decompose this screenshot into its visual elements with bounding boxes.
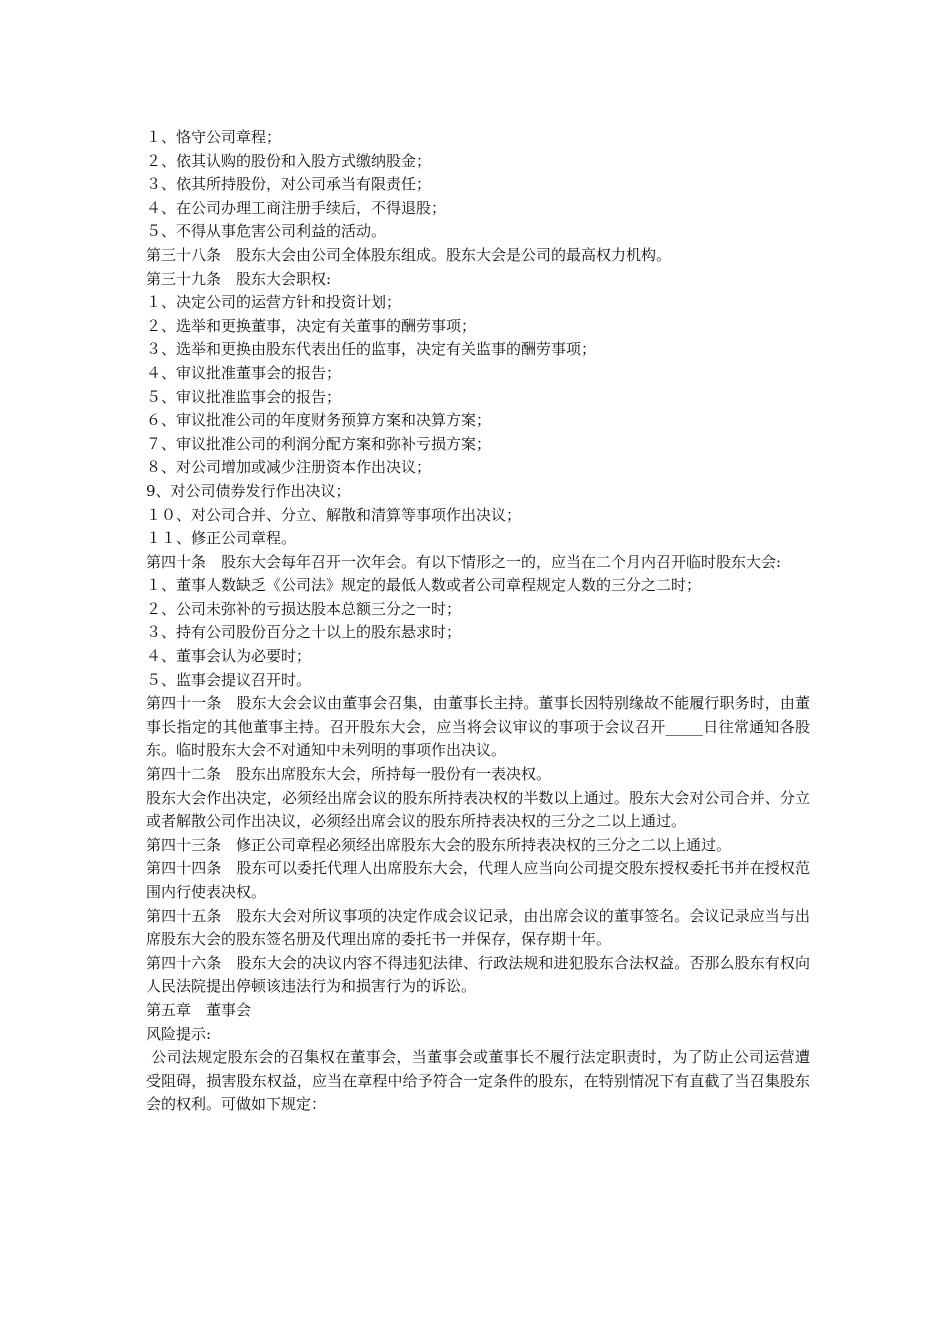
text-line: ４、审议批准董事会的报告；: [146, 363, 342, 382]
article-40: 第四十条 股东大会每年召开一次年会。有以下情形之一的，应当在二个月内召开临时股东大会:: [146, 552, 782, 571]
text-line: １、决定公司的运营方针和投资计划；: [146, 293, 402, 312]
text-paragraph: 股东大会作出决定，必须经出席会议的股东所持表决权的半数以上通过。股东大会对公司合并、分立或者解散公司作出决议，必须经出席会议的股东所持表决权的三分之二以上通过。: [146, 788, 810, 831]
text-line: ６、审议批准公司的年度财务预算方案和决算方案；: [146, 411, 492, 430]
text-line: １、恪守公司章程；: [146, 128, 282, 146]
text-line: ５、审议批准监事会的报告；: [146, 387, 342, 406]
article-41: 第四十一条 股东大会会议由董事会召集，由董事长主持。董事长因特别缘故不能履行职务时，由董事长指定的其他董事主持。召开股东大会，应当将会议审议的事项于会议召开_____日往常通知各股东。临时股东大会不对通知中未列明的事项作出决议。: [146, 694, 810, 760]
article-46: 第四十六条 股东大会的决议内容不得违犯法律、行政法规和进犯股东合法权益。否那么股东有权向人民法院提出停顿该违法行为和损害行为的诉讼。: [146, 953, 810, 996]
text-line: ７、审议批准公司的利润分配方案和弥补亏损方案；: [146, 434, 492, 453]
article-39-heading: 第三十九条 股东大会职权:: [146, 269, 332, 288]
document-body: [146, 126, 810, 1117]
text-line: ５、监事会提议召开时。: [146, 670, 312, 689]
text-line: 9、对公司债券发行作出决议；: [146, 481, 351, 500]
text-line: ２、选举和更换董事，决定有关董事的酬劳事项；: [146, 316, 477, 335]
article-44: 第四十四条 股东可以委托代理人出席股东大会，代理人应当向公司提交股东授权委托书并在授权范围内行使表决权。: [146, 859, 810, 901]
text-line: １、董事人数缺乏《公司法》规定的最低人数或者公司章程规定人数的三分之二时；: [146, 576, 702, 595]
article-43: 第四十三条 修正公司章程必须经出席股东大会的股东所持表决权的三分之二以上通过。: [146, 835, 732, 854]
text-line: ３、选举和更换由股东代表出任的监事，决定有关监事的酬劳事项；: [146, 340, 597, 359]
text-line: １０、对公司合并、分立、解散和清算等事项作出决议；: [146, 505, 522, 524]
text-line: ４、在公司办理工商注册手续后，不得退股；: [146, 198, 447, 217]
risk-notice-paragraph: 公司法规定股东会的召集权在董事会，当董事会或董事长不履行法定职责时，为了防止公司运营遭受阻碍，损害股东权益，应当在章程中给予符合一定条件的股东，在特别情况下有直截了当召集股东会的权利。可做如下规定：: [146, 1048, 810, 1114]
text-line: ８、对公司增加或减少注册资本作出决议；: [146, 458, 432, 477]
article-45: 第四十五条 股东大会对所议事项的决定作成会议记录，由出席会议的董事签名。会议记录应当与出席股东大会的股东签名册及代理出席的委托书一并保存，保存期十年。: [146, 906, 810, 949]
text-line: １１、修正公司章程。: [146, 529, 297, 548]
chapter-5-heading: 第五章 董事会: [146, 1000, 252, 1019]
article-38: 第三十八条 股东大会由公司全体股东组成。股东大会是公司的最高权力机构。: [146, 245, 672, 264]
text-line: ３、依其所持股份，对公司承当有限责任；: [146, 175, 432, 194]
text-line: ２、公司未弥补的亏损达股本总额三分之一时；: [146, 599, 462, 618]
text-line: ３、持有公司股份百分之十以上的股东悬求时；: [146, 623, 462, 642]
article-42: 第四十二条 股东出席股东大会，所持每一股份有一表决权。: [146, 765, 552, 784]
risk-notice-heading: 风险提示:: [146, 1024, 212, 1043]
text-line: ４、董事会认为必要时；: [146, 647, 312, 666]
text-line: ２、依其认购的股份和入股方式缴纳股金；: [146, 151, 432, 170]
text-line: ５、不得从事危害公司利益的活动。: [146, 222, 387, 241]
